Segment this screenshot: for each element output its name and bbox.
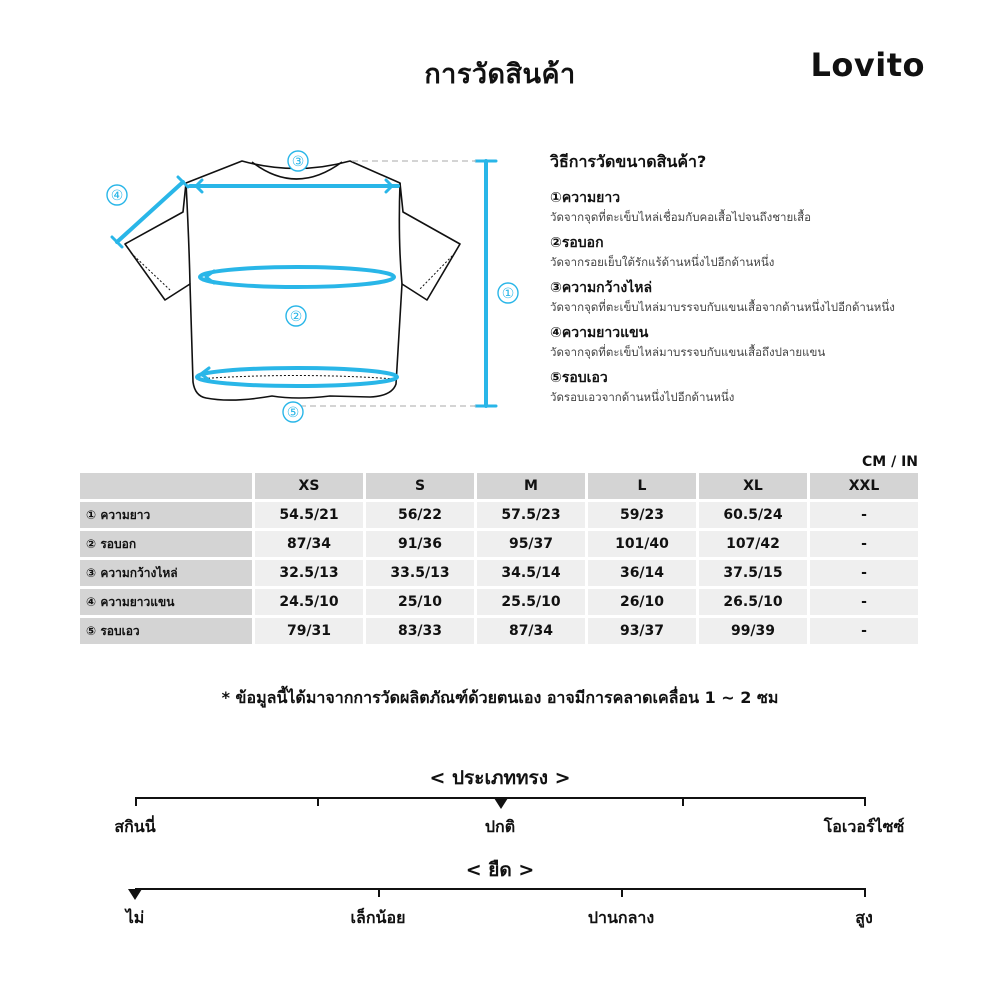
guide-item-desc: วัดจากจุดที่ตะเข็บไหล่มาบรรจบกับแขนเสื้อถึงปลายแขน bbox=[550, 345, 826, 359]
fit-scale-tick bbox=[682, 797, 684, 806]
fit-scale-tick bbox=[864, 797, 866, 806]
table-row bbox=[80, 502, 918, 528]
table-cell: 101/40 bbox=[588, 531, 696, 557]
table-cell: - bbox=[810, 560, 918, 586]
row-label: ② รอบอก bbox=[80, 531, 252, 557]
stretch-scale-label-medium: ปานกลาง bbox=[587, 908, 655, 927]
brand-logo: Lovito bbox=[810, 46, 925, 84]
footnote: * ข้อมูลนี้ได้มาจากการวัดผลิตภัณฑ์ด้วยตนเอง อาจมีการคลาดเคลื่อน 1 ~ 2 ซม bbox=[221, 688, 779, 707]
table-row bbox=[80, 589, 918, 615]
stretch-scale-label-none: ไม่ bbox=[125, 908, 145, 927]
size-header: XS bbox=[255, 473, 363, 499]
table-cell: - bbox=[810, 589, 918, 615]
page-title: การวัดสินค้า bbox=[424, 59, 576, 90]
table-cell: 34.5/14 bbox=[477, 560, 585, 586]
table-cell: 99/39 bbox=[699, 618, 807, 644]
fit-scale-label-skinny: สกินนี่ bbox=[114, 817, 156, 836]
fit-scale-marker bbox=[494, 798, 508, 809]
guide-item-desc: วัดจากจุดที่ตะเข็บไหล่เชื่อมกับคอเสื้อไปจนถึงชายเสื้อ bbox=[550, 210, 812, 224]
table-cell: 57.5/23 bbox=[477, 502, 585, 528]
guide-item-desc: วัดจากรอยเย็บใต้รักแร้ด้านหนึ่งไปอีกด้านหนึ่ง bbox=[550, 255, 775, 269]
table-cell: 87/34 bbox=[255, 531, 363, 557]
row-label: ⑤ รอบเอว bbox=[80, 618, 252, 644]
guide-item-desc: วัดรอบเอวจากด้านหนึ่งไปอีกด้านหนึ่ง bbox=[550, 390, 735, 404]
stretch-scale-title: < ยืด > bbox=[465, 859, 535, 881]
marker-sleeve-label: ④ bbox=[110, 188, 124, 204]
table-cell: 54.5/21 bbox=[255, 502, 363, 528]
guide-item-waist bbox=[550, 369, 990, 406]
guide-title: วิธีการวัดขนาดสินค้า? bbox=[550, 152, 707, 171]
table-row bbox=[80, 618, 918, 644]
size-header: L bbox=[588, 473, 696, 499]
table-cell: 91/36 bbox=[366, 531, 474, 557]
tshirt-outline bbox=[125, 161, 460, 400]
guide-item-name: ①ความยาว bbox=[550, 190, 621, 206]
table-cell: 79/31 bbox=[255, 618, 363, 644]
size-table bbox=[77, 470, 921, 647]
table-cell: 26/10 bbox=[588, 589, 696, 615]
table-cell: 24.5/10 bbox=[255, 589, 363, 615]
fit-scale-tick bbox=[135, 797, 137, 806]
row-label: ③ ความกว้างไหล่ bbox=[80, 560, 252, 586]
table-header-row bbox=[80, 473, 918, 499]
stretch-scale-tick bbox=[378, 888, 380, 897]
table-cell: 36/14 bbox=[588, 560, 696, 586]
marker-chest-label: ② bbox=[289, 309, 303, 325]
marker-waist-label: ⑤ bbox=[286, 405, 300, 421]
table-cell: 83/33 bbox=[366, 618, 474, 644]
table-cell: 59/23 bbox=[588, 502, 696, 528]
fit-scale-label-regular: ปกติ bbox=[484, 817, 516, 836]
size-header: XXL bbox=[810, 473, 918, 499]
row-label: ① ความยาว bbox=[80, 502, 252, 528]
fit-scale-label-oversize: โอเวอร์ไซซ์ bbox=[823, 817, 905, 836]
table-cell: 33.5/13 bbox=[366, 560, 474, 586]
table-cell: 107/42 bbox=[699, 531, 807, 557]
table-cell: 93/37 bbox=[588, 618, 696, 644]
stretch-scale-tick bbox=[621, 888, 623, 897]
table-row bbox=[80, 560, 918, 586]
row-label: ④ ความยาวแขน bbox=[80, 589, 252, 615]
table-cell: 56/22 bbox=[366, 502, 474, 528]
size-header: M bbox=[477, 473, 585, 499]
table-cell: 95/37 bbox=[477, 531, 585, 557]
table-row bbox=[80, 531, 918, 557]
fit-scale-title: < ประเภททรง > bbox=[429, 767, 571, 789]
table-cell: - bbox=[810, 531, 918, 557]
size-header: XL bbox=[699, 473, 807, 499]
guide-item-length bbox=[550, 189, 990, 226]
table-cell: - bbox=[810, 502, 918, 528]
guide-item-name: ②รอบอก bbox=[550, 235, 604, 251]
table-cell: 87/34 bbox=[477, 618, 585, 644]
guide-item-shoulder bbox=[550, 279, 990, 316]
guide-item-name: ③ความกว้างไหล่ bbox=[550, 280, 653, 296]
stretch-scale-tick bbox=[864, 888, 866, 897]
fit-scale-tick bbox=[317, 797, 319, 806]
table-cell: 25.5/10 bbox=[477, 589, 585, 615]
guide-item-name: ⑤รอบเอว bbox=[550, 370, 608, 386]
stretch-scale-label-high: สูง bbox=[855, 908, 873, 927]
guide-item-chest bbox=[550, 234, 990, 271]
stretch-scale-line bbox=[135, 888, 866, 890]
unit-label: CM / IN bbox=[862, 454, 918, 470]
table-corner-cell bbox=[80, 473, 252, 499]
guide-item-desc: วัดจากจุดที่ตะเข็บไหล่มาบรรจบกับแขนเสื้อจากด้านหนึ่งไปอีกด้านหนึ่ง bbox=[550, 300, 895, 314]
size-header: S bbox=[366, 473, 474, 499]
stretch-scale-label-slight: เล็กน้อย bbox=[350, 908, 406, 927]
marker-shoulder-label: ③ bbox=[291, 154, 305, 170]
table-cell: 32.5/13 bbox=[255, 560, 363, 586]
guide-item-sleeve bbox=[550, 324, 990, 361]
table-cell: 25/10 bbox=[366, 589, 474, 615]
tshirt-measurement-diagram bbox=[0, 0, 540, 440]
table-cell: 26.5/10 bbox=[699, 589, 807, 615]
marker-length-label: ① bbox=[501, 286, 515, 302]
table-cell: 60.5/24 bbox=[699, 502, 807, 528]
table-cell: 37.5/15 bbox=[699, 560, 807, 586]
measurement-guide bbox=[550, 150, 990, 414]
stretch-scale-marker bbox=[128, 889, 142, 900]
table-cell: - bbox=[810, 618, 918, 644]
guide-item-name: ④ความยาวแขน bbox=[550, 325, 649, 341]
